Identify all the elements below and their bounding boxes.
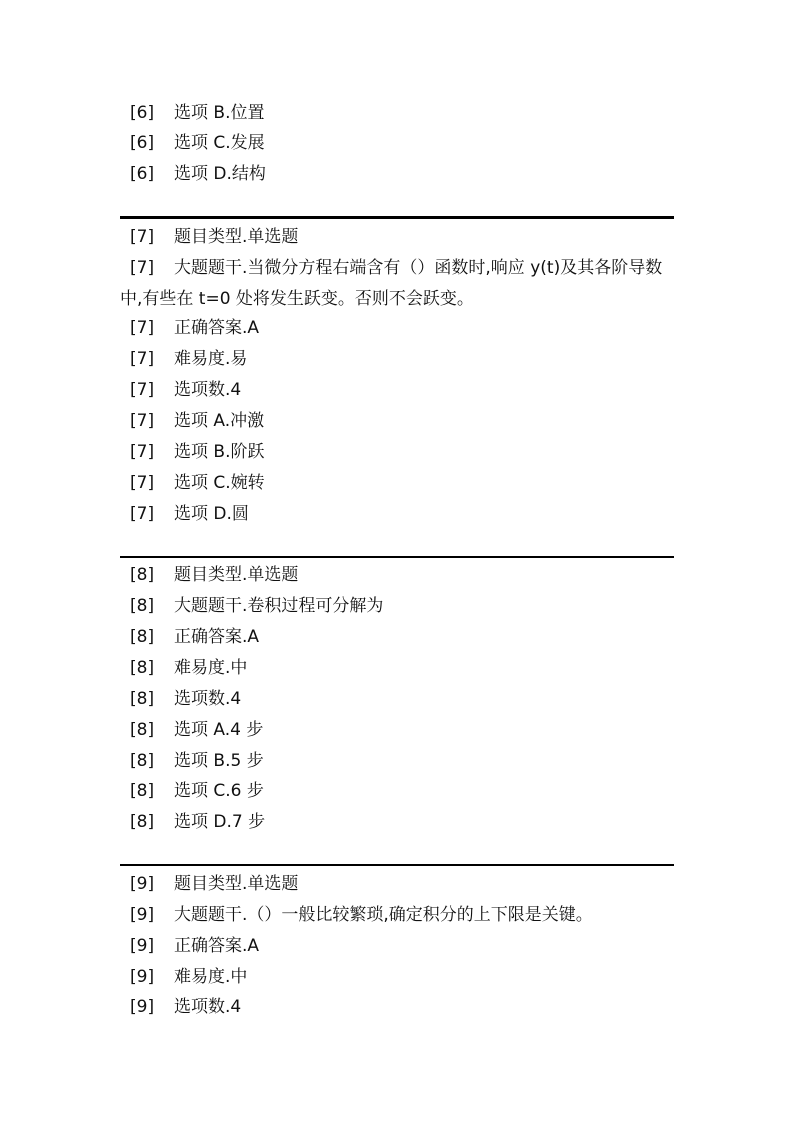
q8-difficulty (130, 655, 247, 681)
question-number: [9] (130, 905, 155, 925)
q8-option-a (130, 717, 263, 743)
q7-type (130, 224, 298, 250)
question-number: [7] (130, 473, 155, 493)
line-text: 选项数.4 (174, 689, 242, 709)
q9-option-count (130, 994, 241, 1020)
question-number: [8] (130, 781, 155, 801)
line-text: 选项 C.发展 (174, 133, 265, 153)
question-number: [8] (130, 596, 155, 616)
line-text: 大题题干.卷积过程可分解为 (174, 596, 384, 616)
q9-stem (130, 902, 593, 928)
line-text: 难易度.中 (174, 967, 248, 987)
question-number: [9] (130, 967, 155, 987)
line-text: 题目类型.单选题 (174, 227, 299, 247)
line-text: 选项 B.5 步 (174, 751, 264, 771)
line-text: 正确答案.A (174, 318, 260, 338)
q7-answer (130, 315, 259, 341)
line-text: 选项 B.阶跃 (174, 442, 265, 462)
question-number: [8] (130, 627, 155, 647)
question-number: [7] (130, 411, 155, 431)
q9-answer (130, 933, 259, 959)
line-text: 难易度.易 (174, 349, 248, 369)
question-number: [9] (130, 874, 155, 894)
question-number: [7] (130, 318, 155, 338)
line-text: 选项 C.6 步 (174, 781, 264, 801)
question-number: [6] (130, 164, 155, 184)
q8-option-count (130, 686, 241, 712)
q8-stem (130, 593, 383, 619)
line-text: 大题题干.（）一般比较繁琐,确定积分的上下限是关键。 (174, 905, 593, 925)
question-number: [8] (130, 812, 155, 832)
line-text: 选项 A.冲激 (174, 411, 265, 431)
section-divider (120, 864, 674, 866)
line-text: 正确答案.A (174, 627, 260, 647)
q7-difficulty (130, 346, 247, 372)
line-text: 选项 B.位置 (174, 103, 265, 123)
q8-option-c (130, 778, 264, 804)
q8-option-d (130, 809, 265, 835)
question-number: [6] (130, 133, 155, 153)
question-number: [8] (130, 751, 155, 771)
q7-option-c (130, 470, 265, 496)
line-text: 选项 D.7 步 (174, 812, 266, 832)
line-text: 题目类型.单选题 (174, 565, 299, 585)
section-divider (120, 216, 674, 219)
q7-option-b (130, 439, 264, 465)
line-text: 题目类型.单选题 (174, 874, 299, 894)
question-number: [6] (130, 103, 155, 123)
q7-option-a (130, 408, 264, 434)
line-text: 正确答案.A (174, 936, 260, 956)
line-text: 难易度.中 (174, 658, 248, 678)
question-number: [7] (130, 504, 155, 524)
question-number: [7] (130, 349, 155, 369)
question-number: [9] (130, 997, 155, 1017)
question-number: [9] (130, 936, 155, 956)
q7-option-d (130, 501, 249, 527)
line-text: 选项 D.圆 (174, 504, 249, 524)
question-number: [8] (130, 658, 155, 678)
question-number: [7] (130, 227, 155, 247)
line-text: 选项 C.婉转 (174, 473, 265, 493)
q6-option-c (130, 130, 265, 156)
line-text: 选项 D.结构 (174, 164, 266, 184)
section-divider (120, 556, 674, 558)
q9-difficulty (130, 964, 247, 990)
question-number: [8] (130, 689, 155, 709)
q6-option-b (130, 100, 264, 126)
question-number: [8] (130, 720, 155, 740)
q7-option-count (130, 377, 241, 403)
q6-option-d (130, 161, 266, 187)
stem-text: 大题题干.当微分方程右端含有（）函数时,响应 y(t)及其各阶导数中,有些在 t=0 处将发生跃变。否则不会跃变。 (120, 258, 663, 309)
q7-stem (120, 253, 675, 315)
line-text: 选项数.4 (174, 997, 242, 1017)
q8-option-b (130, 748, 264, 774)
question-number: [7] (130, 380, 155, 400)
question-number: [7] (130, 258, 155, 278)
line-text: 选项 A.4 步 (174, 720, 264, 740)
question-number: [8] (130, 565, 155, 585)
q8-type (130, 562, 298, 588)
question-number: [7] (130, 442, 155, 462)
q8-answer (130, 624, 259, 650)
q9-type (130, 871, 298, 897)
line-text: 选项数.4 (174, 380, 242, 400)
